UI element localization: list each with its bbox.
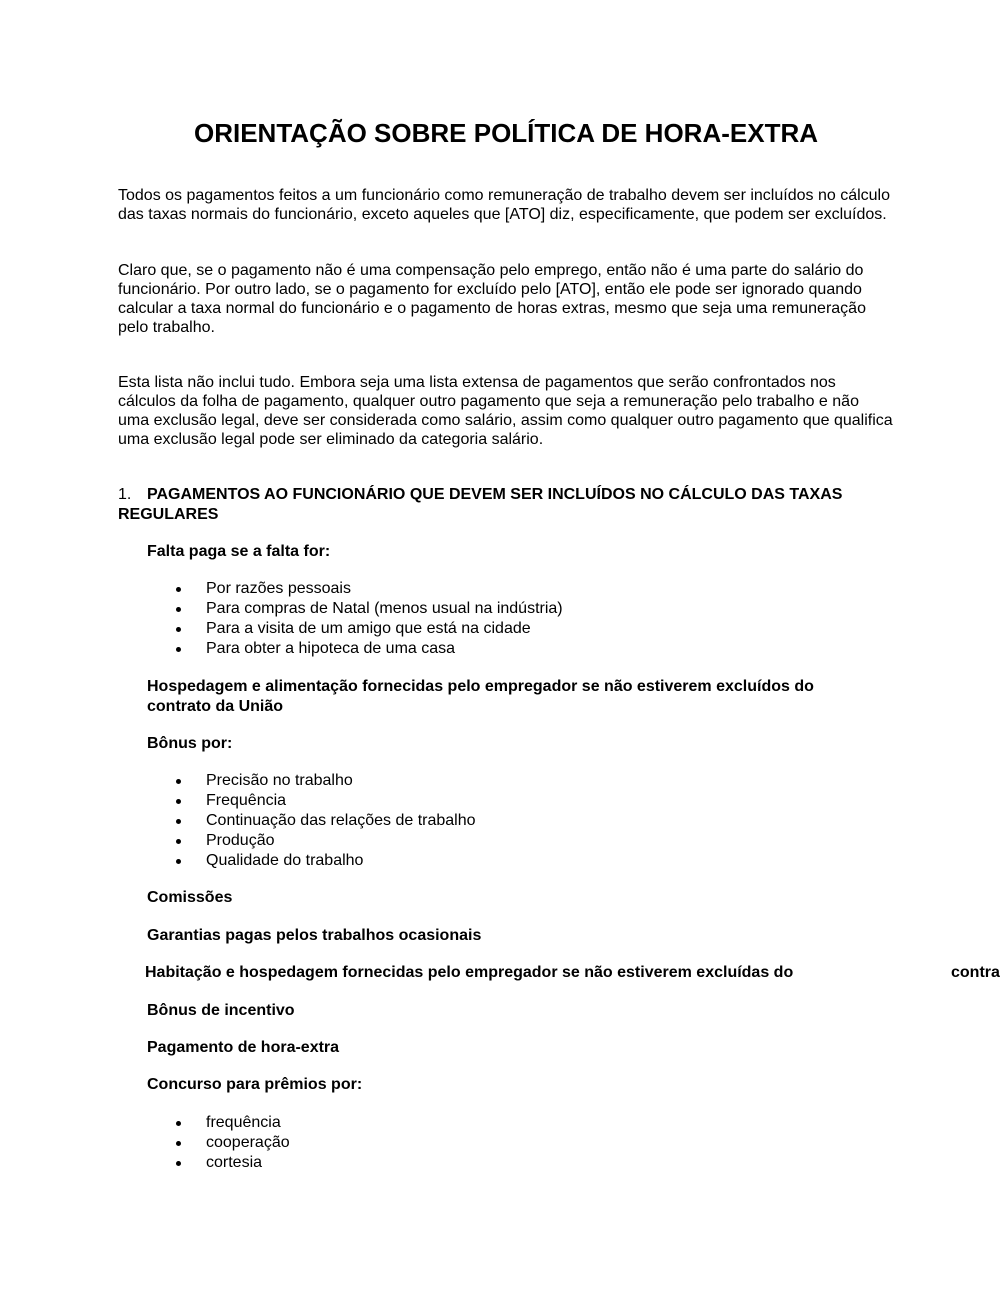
section-heading-text: PAGAMENTOS AO FUNCIONÁRIO QUE DEVEM SER INCLUÍDOS NO CÁLCULO DAS TAXAS REGULARES <box>118 486 843 523</box>
item-overtime-pay: Pagamento de hora-extra <box>147 1039 340 1056</box>
list-item: Precisão no trabalho <box>176 771 476 791</box>
item-housing: Habitação e hospedagem fornecidas pelo empregador se não estiverem excluídas do <box>145 964 794 981</box>
bullet-icon <box>176 627 181 632</box>
list-item: Frequência <box>176 791 476 811</box>
list-item: frequência <box>176 1113 290 1133</box>
list-item: Produção <box>176 831 476 851</box>
bullet-icon <box>176 1121 181 1126</box>
bonus-list <box>176 771 476 871</box>
section-heading <box>118 485 878 524</box>
bullet-icon <box>176 1161 181 1166</box>
section-number: 1. <box>118 486 132 503</box>
item-commissions: Comissões <box>147 889 233 906</box>
list-item: cortesia <box>176 1153 290 1173</box>
bullet-icon <box>176 607 181 612</box>
list-item: cooperação <box>176 1133 290 1153</box>
bullet-icon <box>176 859 181 864</box>
item-housing-overflow: contra <box>951 964 1000 981</box>
list-item: Por razões pessoais <box>176 579 563 599</box>
item-incentive-bonus: Bônus de incentivo <box>147 1002 295 1019</box>
item-lodging-meals: Hospedagem e alimentação fornecidas pelo empregador se não estiverem excluídos do contrato da União <box>147 678 814 715</box>
prize-contest-list <box>176 1113 290 1173</box>
list-item: Continuação das relações de trabalho <box>176 811 476 831</box>
item-prize-contest: Concurso para prêmios por: <box>147 1076 363 1093</box>
compensation-paragraph: Claro que, se o pagamento não é uma compensação pelo emprego, então não é uma parte do salário do funcionário. Por outro lado, se o pagamento for excluído pelo [ATO], então ele pode ser ignorado quando calcular a taxa normal do funcionário e o pagamento de horas extras, mesmo que seja uma remuneração pelo trabalho. <box>118 262 866 336</box>
bullet-icon <box>176 839 181 844</box>
bullet-icon <box>176 799 181 804</box>
bullet-icon <box>176 647 181 652</box>
bullet-icon <box>176 1141 181 1146</box>
list-disclaimer-paragraph: Esta lista não inclui tudo. Embora seja uma lista extensa de pagamentos que serão confrontados nos cálculos da folha de pagamento, qualquer outro pagamento que seja a remuneração pelo trabalho e não uma exclusão legal, deve ser considerada como salário, assim como qualquer outro pagamento que qualifica uma exclusão legal pode ser eliminado da categoria salário. <box>118 374 893 448</box>
intro-paragraph: Todos os pagamentos feitos a um funcionário como remuneração de trabalho devem ser incluídos no cálculo das taxas normais do funcionário, exceto aqueles que [ATO] diz, especificamente, que podem ser excluídos. <box>118 187 890 223</box>
paid-absence-list <box>176 579 563 659</box>
list-item: Para obter a hipoteca de uma casa <box>176 639 563 659</box>
bullet-icon <box>176 819 181 824</box>
item-bonus: Bônus por: <box>147 735 233 752</box>
list-item: Qualidade do trabalho <box>176 851 476 871</box>
bullet-icon <box>176 779 181 784</box>
item-guarantees: Garantias pagas pelos trabalhos ocasionais <box>147 927 482 944</box>
list-item: Para compras de Natal (menos usual na indústria) <box>176 599 563 619</box>
item-paid-absence: Falta paga se a falta for: <box>147 543 331 560</box>
document-title: ORIENTAÇÃO SOBRE POLÍTICA DE HORA-EXTRA <box>193 118 818 148</box>
bullet-icon <box>176 587 181 592</box>
list-item: Para a visita de um amigo que está na cidade <box>176 619 563 639</box>
